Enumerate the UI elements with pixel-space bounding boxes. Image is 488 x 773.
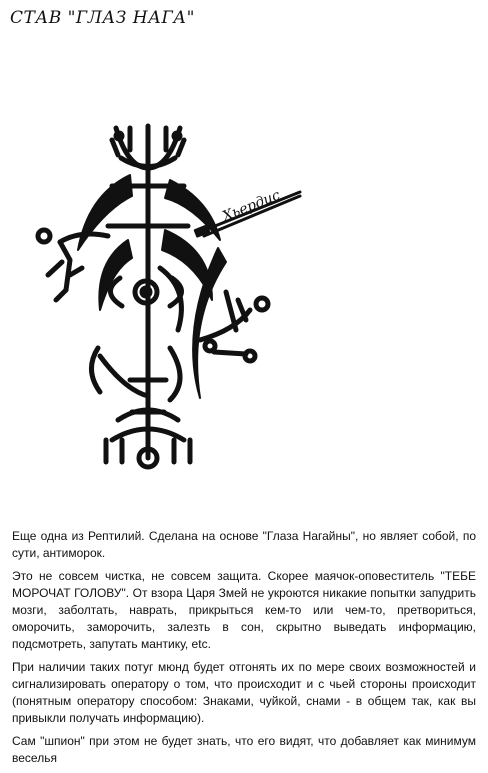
crescent-upper (165, 180, 220, 240)
paragraph-4: Сам "шпион" при этом не будет знать, что его видят, что добавляет как минимум веселья (12, 734, 476, 765)
stave-drawing (0, 36, 488, 486)
left-branch (38, 230, 108, 300)
paragraph-3: При наличии таких потуг мюнд будет отгонять их по мере своих возможностей и сигнализировать оператору о том, что происходит и с чьей стороны происходит (понятным оператору способом: Знаками, чуйкой, снами - в общем так, как вы привыкли получать информацию). (12, 660, 476, 725)
paragraph-1: Еще одна из Рептилий. Сделана на основе "Глаза Нагайны", но являет собой, по сути, антиморок. (12, 529, 476, 560)
right-branch (200, 292, 268, 361)
page-title: СТАВ "ГЛАЗ НАГА" (10, 8, 195, 28)
signature: Хьердис (220, 187, 283, 225)
description-text (12, 528, 476, 773)
paragraph-2: Это не совсем чистка, не совсем защита. Скорее маячок-оповеститель "ТЕБЕ МОРОЧАТ ГОЛОВУ". От взора Царя Змей не укроются никакие попытки запудрить мозги, заболтать, наврать, прикрыться кем-то или чем-то, претвориться, оморочить, заморочить, залезть в сон, скрытно выведать информацию, подсмотреть, запутать мантику, etc. (12, 569, 476, 651)
